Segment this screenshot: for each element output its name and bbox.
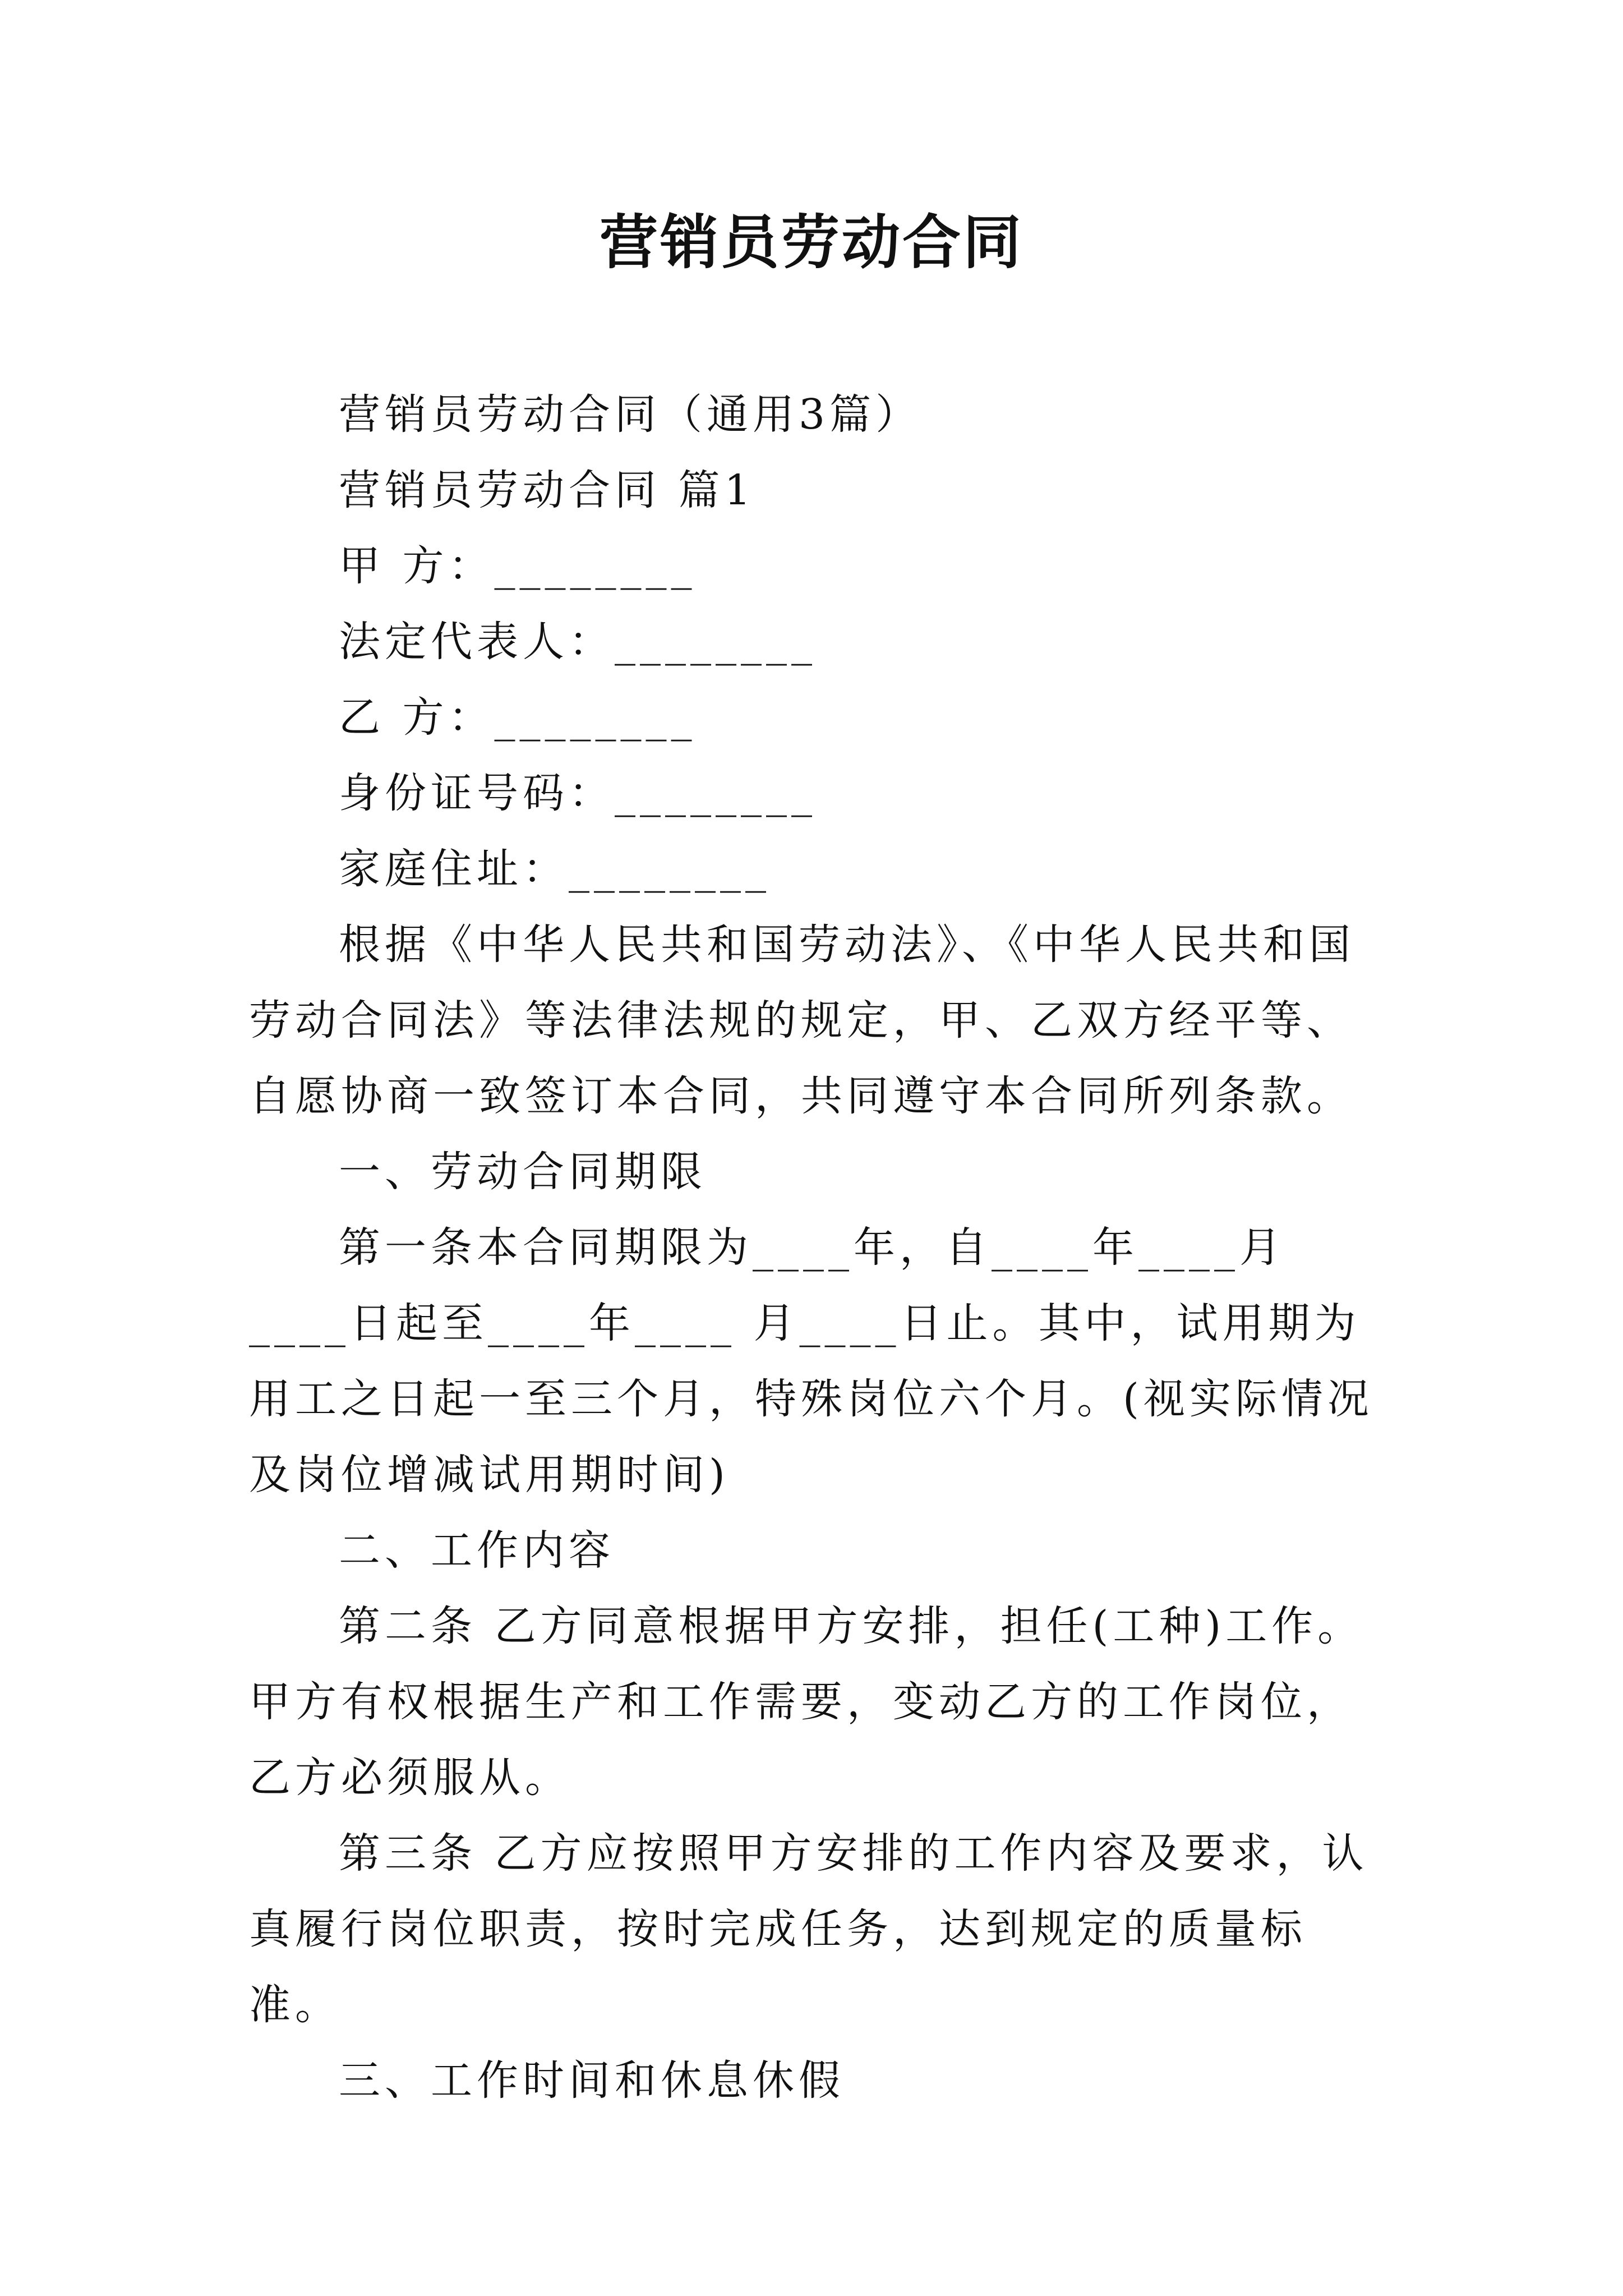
section-heading-2: 二、工作内容 (339, 1526, 615, 1575)
party-b-line: 乙 方：________ (339, 693, 697, 742)
home-address-line: 家庭住址：________ (339, 845, 771, 893)
article-3: 第三条 乙方应按照甲方安排的工作内容及要求，认真履行岗位职责，按时完成任务，达到规定的质量标准。 (249, 1829, 1368, 2029)
section-heading-3: 三、工作时间和休息休假 (339, 2056, 845, 2105)
section-heading-1: 一、劳动合同期限 (339, 1148, 707, 1196)
document-body (249, 377, 1382, 2119)
intro-paragraph: 根据《中华人民共和国劳动法》、《中华人民共和国劳动合同法》等法律法规的规定，甲、乙双方经平等、自愿协商一致签订本合同，共同遵守本合同所列条款。 (249, 921, 1355, 1120)
article-2: 第二条 乙方同意根据甲方安排，担任(工种)工作。甲方有权根据生产和工作需要，变动乙方的工作岗位，乙方必须服从。 (249, 1602, 1364, 1802)
legal-representative-line: 法定代表人：________ (339, 618, 817, 666)
article-1: 第一条本合同期限为____年，自____年____月____日起至____年____ 月____日止。其中，试用期为用工之日起一至三个月，特殊岗位六个月。(视实际情况及岗位增减试用期时间) (249, 1223, 1373, 1499)
section-heading: 营销员劳动合同 篇1 (339, 466, 755, 514)
document-title: 营销员劳动合同 (599, 208, 1023, 277)
id-number-line: 身份证号码：________ (339, 769, 817, 817)
subtitle: 营销员劳动合同（通用3篇） (339, 390, 922, 439)
party-a-line: 甲 方：________ (339, 542, 697, 590)
